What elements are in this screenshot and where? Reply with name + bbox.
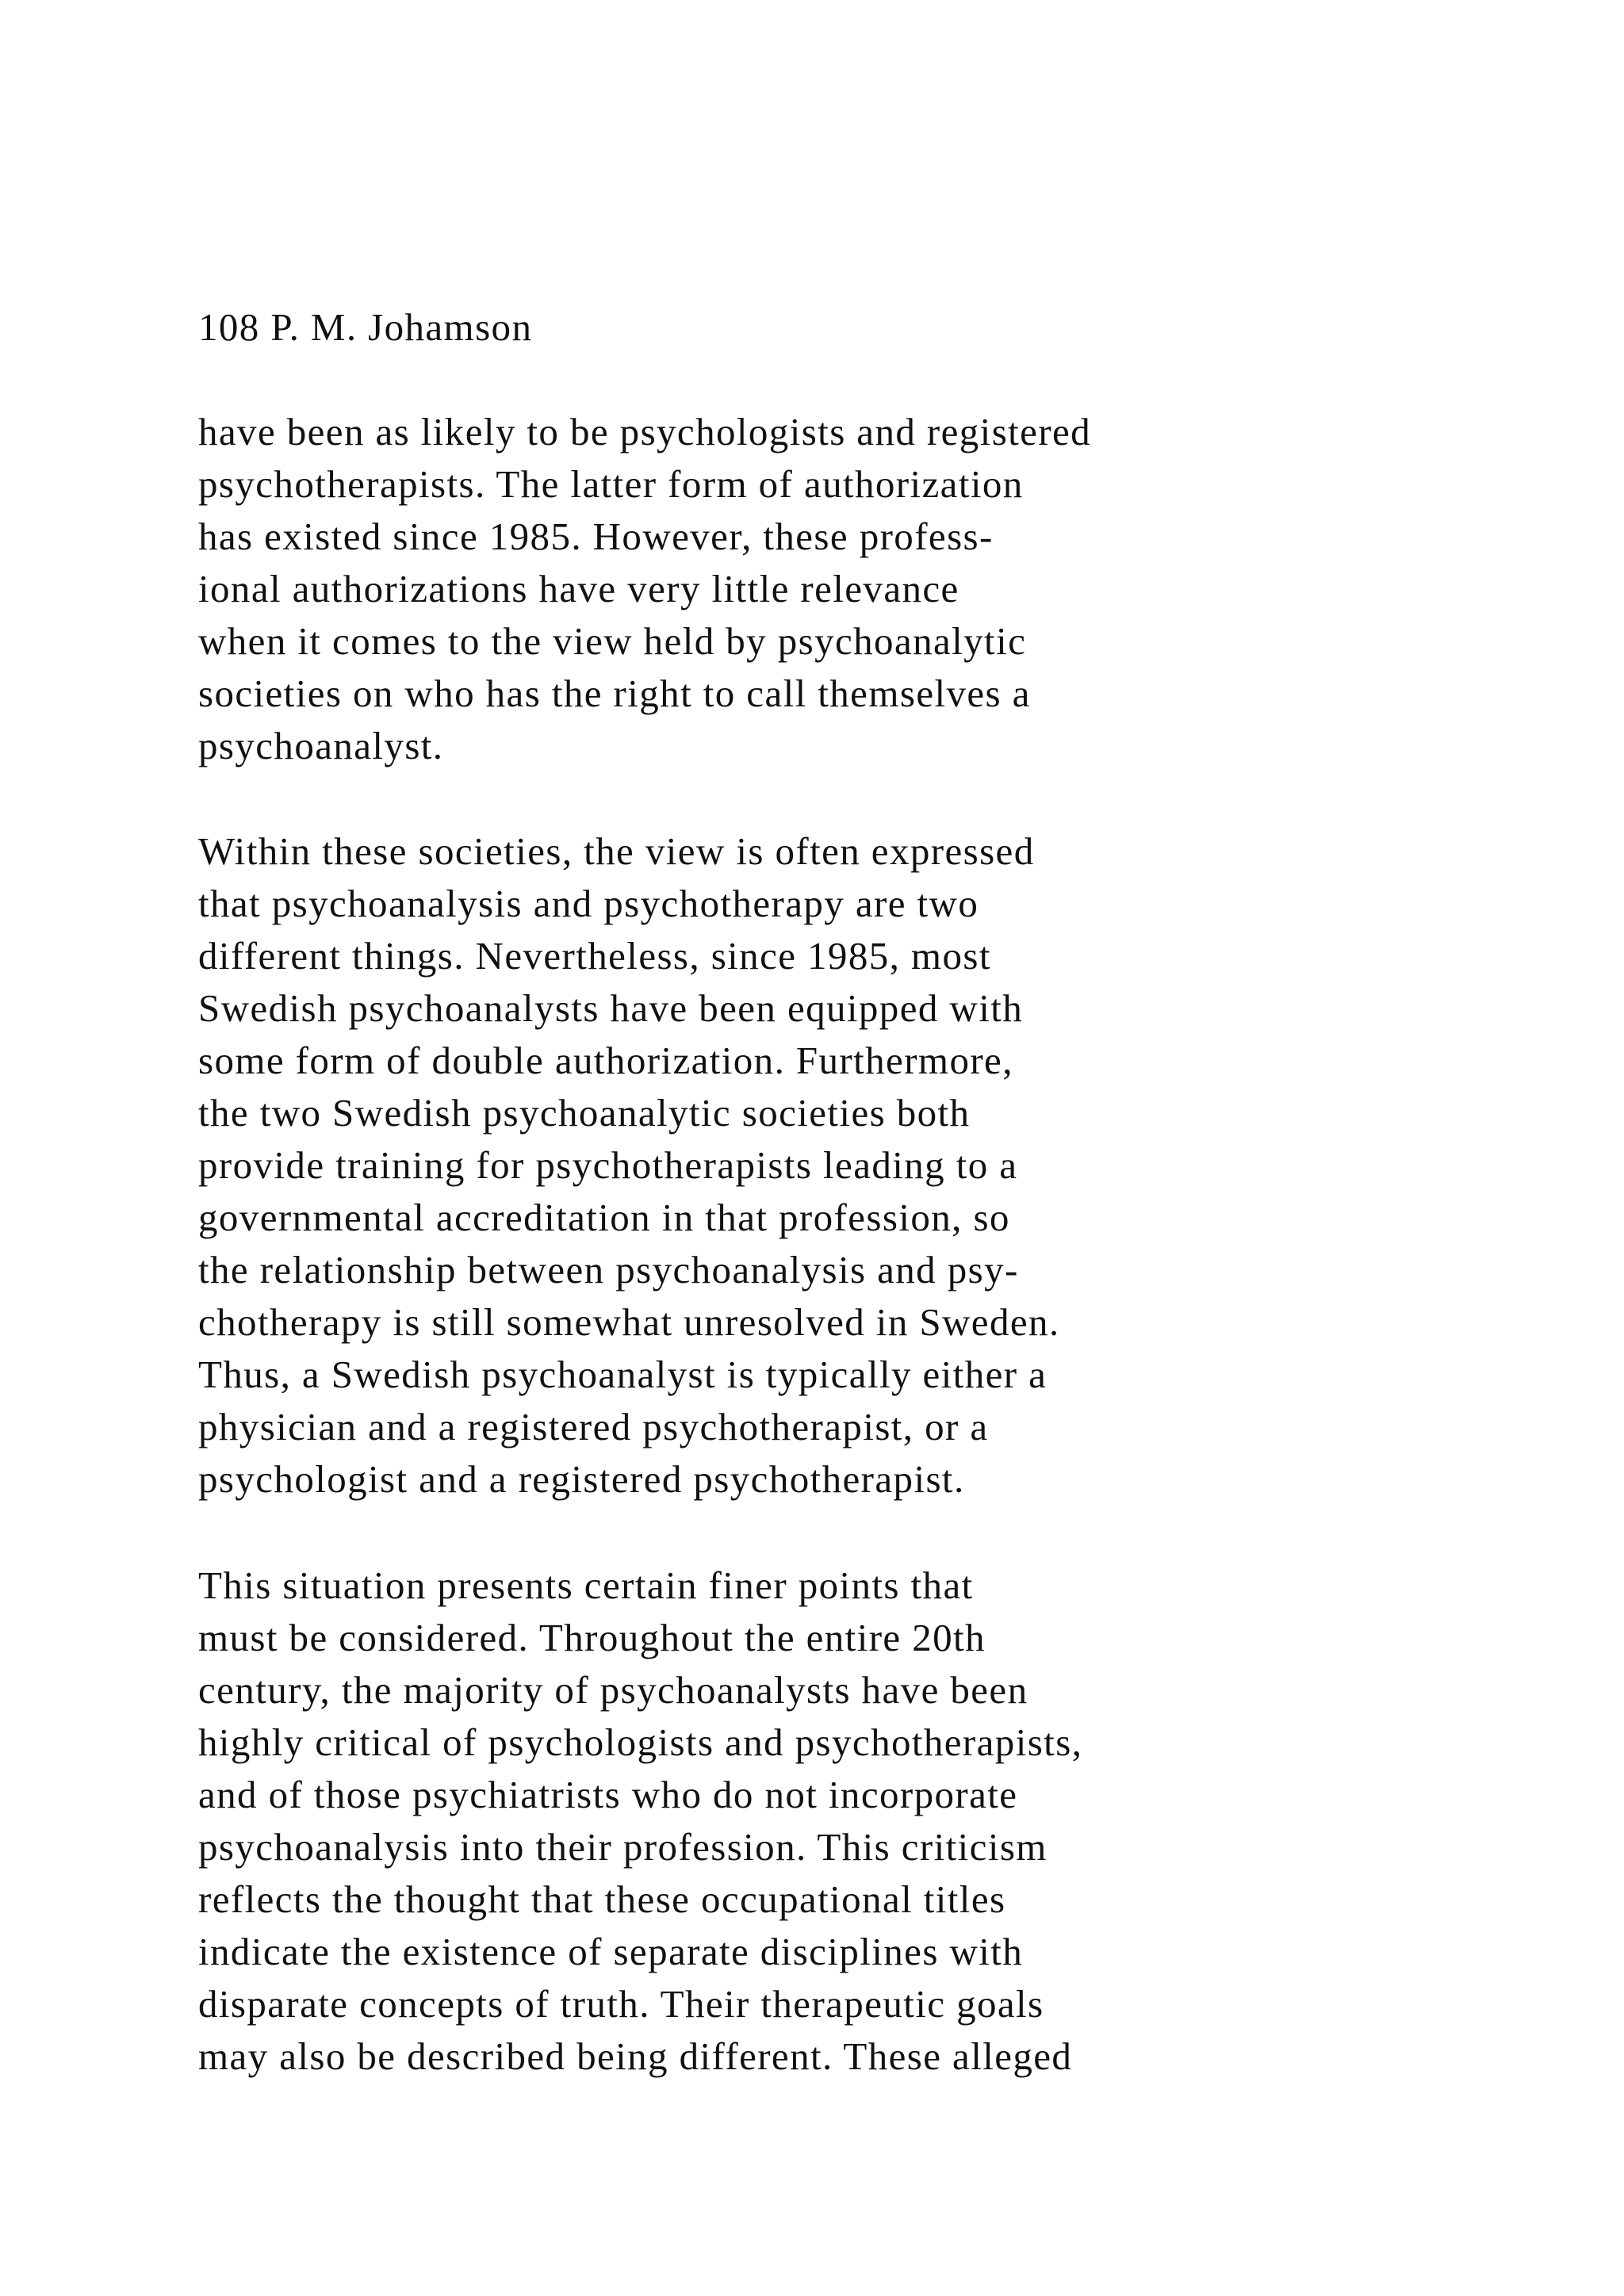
text-line: must be considered. Throughout the entire 20th <box>198 1616 986 1659</box>
text-line: provide training for psychotherapists leading to a <box>198 1143 1018 1187</box>
paragraph-3 <box>198 1559 1082 2083</box>
text-line: psychotherapists. The latter form of authorization <box>198 462 1024 506</box>
text-line: Thus, a Swedish psychoanalyst is typically either a <box>198 1353 1048 1396</box>
text-line: governmental accreditation in that profession, so <box>198 1196 1010 1239</box>
text-line: century, the majority of psychoanalysts have been <box>198 1668 1028 1712</box>
text-line: This situation presents certain finer points that <box>198 1563 974 1607</box>
text-line: the two Swedish psychoanalytic societies both <box>198 1091 971 1135</box>
text-line: Swedish psychoanalysts have been equipped with <box>198 986 1024 1030</box>
text-line: when it comes to the view held by psychoanalytic <box>198 619 1027 663</box>
text-line: indicate the existence of separate disciplines with <box>198 1930 1024 1973</box>
text-line: highly critical of psychologists and psychotherapists, <box>198 1720 1083 1764</box>
text-line: physician and a registered psychotherapist, or a <box>198 1405 989 1448</box>
text-line: some form of double authorization. Furthermore, <box>198 1039 1013 1082</box>
running-head: 108 P. M. Johamson <box>198 305 533 349</box>
text-line: that psychoanalysis and psychotherapy are two <box>198 882 979 925</box>
paragraph-2 <box>198 825 1060 1506</box>
text-line: reflects the thought that these occupational titles <box>198 1877 1006 1921</box>
text-line: chotherapy is still somewhat unresolved in Sweden. <box>198 1300 1060 1344</box>
text-line: Within these societies, the view is often expressed <box>198 829 1035 873</box>
text-line: psychoanalysis into their profession. This criticism <box>198 1825 1048 1869</box>
text-line: and of those psychiatrists who do not incorporate <box>198 1773 1018 1816</box>
text-line: psychoanalyst. <box>198 724 444 767</box>
text-line: the relationship between psychoanalysis and psy- <box>198 1248 1019 1292</box>
text-line: different things. Nevertheless, since 1985, most <box>198 934 991 978</box>
text-line: have been as likely to be psychologists and registered <box>198 410 1092 453</box>
text-line: societies on who has the right to call themselves a <box>198 672 1031 715</box>
paragraph-1 <box>198 406 1091 772</box>
text-line: disparate concepts of truth. Their therapeutic goals <box>198 1982 1044 2026</box>
text-line: ional authorizations have very little relevance <box>198 567 959 610</box>
text-line: psychologist and a registered psychotherapist. <box>198 1457 965 1501</box>
text-line: has existed since 1985. However, these profess- <box>198 515 994 558</box>
text-line: may also be described being different. These alleged <box>198 2034 1073 2078</box>
